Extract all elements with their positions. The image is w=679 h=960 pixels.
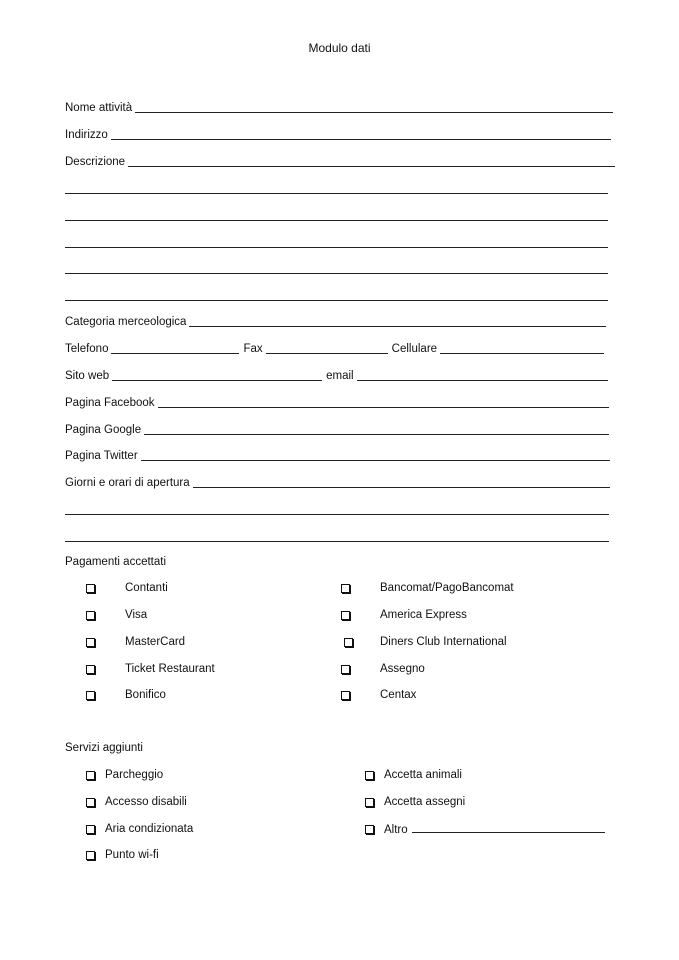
input-line-nome-attivita[interactable] bbox=[135, 101, 613, 113]
blank-line[interactable] bbox=[65, 247, 608, 248]
label-fax: Fax bbox=[243, 343, 263, 355]
option-label: MasterCard bbox=[125, 636, 186, 648]
label-indirizzo: Indirizzo bbox=[65, 129, 108, 141]
field-twitter[interactable] bbox=[65, 447, 610, 463]
option-label: Visa bbox=[125, 609, 148, 621]
field-indirizzo[interactable] bbox=[65, 126, 611, 142]
option-altro bbox=[384, 822, 605, 837]
option-label: Assegno bbox=[380, 663, 425, 675]
section-title-pagamenti: Pagamenti accettati bbox=[65, 556, 167, 568]
label-descrizione: Descrizione bbox=[65, 156, 126, 168]
label-twitter: Pagina Twitter bbox=[65, 450, 138, 462]
input-line-twitter[interactable] bbox=[141, 449, 610, 461]
label-nome-attivita: Nome attività bbox=[65, 102, 133, 114]
checkbox-icon[interactable] bbox=[86, 665, 95, 674]
label-google: Pagina Google bbox=[65, 424, 142, 436]
checkbox-icon[interactable] bbox=[86, 771, 95, 780]
input-line-facebook[interactable] bbox=[158, 396, 609, 408]
option-label: Centax bbox=[380, 689, 417, 701]
option-label: Aria condizionata bbox=[105, 823, 194, 835]
label-orari: Giorni e orari di apertura bbox=[65, 477, 190, 489]
label-facebook: Pagina Facebook bbox=[65, 397, 155, 409]
input-line-orari[interactable] bbox=[193, 476, 610, 488]
field-nome-attivita[interactable] bbox=[65, 99, 613, 115]
checkbox-icon[interactable] bbox=[86, 584, 95, 593]
option-label: Bonifico bbox=[125, 689, 166, 701]
checkbox-icon[interactable] bbox=[341, 691, 350, 700]
label-email: email bbox=[326, 370, 354, 382]
blank-line[interactable] bbox=[65, 541, 609, 542]
field-descrizione[interactable] bbox=[65, 153, 615, 169]
option-label: Diners Club International bbox=[380, 636, 507, 648]
field-google[interactable] bbox=[65, 421, 609, 437]
input-line-telefono[interactable] bbox=[111, 342, 239, 354]
input-line-fax[interactable] bbox=[266, 342, 388, 354]
blank-line[interactable] bbox=[65, 514, 609, 515]
input-line-sito-web[interactable] bbox=[112, 369, 322, 381]
checkbox-icon[interactable] bbox=[365, 825, 374, 834]
option-label: Bancomat/PagoBancomat bbox=[380, 582, 514, 594]
checkbox-icon[interactable] bbox=[86, 611, 95, 620]
option-label: Parcheggio bbox=[105, 769, 164, 781]
checkbox-icon[interactable] bbox=[86, 825, 95, 834]
input-line-cellulare[interactable] bbox=[440, 342, 604, 354]
checkbox-icon[interactable] bbox=[86, 691, 95, 700]
blank-line[interactable] bbox=[65, 300, 608, 301]
field-web-email[interactable] bbox=[65, 367, 608, 383]
field-facebook[interactable] bbox=[65, 394, 609, 410]
field-contatti[interactable] bbox=[65, 340, 604, 356]
checkbox-icon[interactable] bbox=[86, 638, 95, 647]
input-line-altro[interactable] bbox=[412, 822, 605, 833]
option-label: Accetta assegni bbox=[384, 796, 466, 808]
checkbox-icon[interactable] bbox=[365, 798, 374, 807]
input-line-categoria[interactable] bbox=[189, 315, 606, 327]
section-title-servizi: Servizi aggiunti bbox=[65, 742, 143, 754]
label-cellulare: Cellulare bbox=[391, 343, 438, 355]
option-label: Punto wi-fi bbox=[105, 849, 159, 861]
checkbox-icon[interactable] bbox=[341, 584, 350, 593]
blank-line[interactable] bbox=[65, 193, 608, 194]
checkbox-icon[interactable] bbox=[86, 851, 95, 860]
option-label: Ticket Restaurant bbox=[125, 663, 215, 675]
page-title: Modulo dati bbox=[308, 41, 371, 55]
option-label: Accetta animali bbox=[384, 769, 462, 781]
option-label: America Express bbox=[380, 609, 467, 621]
option-label: Accesso disabili bbox=[105, 796, 187, 808]
checkbox-icon[interactable] bbox=[341, 611, 350, 620]
input-line-google[interactable] bbox=[144, 423, 609, 435]
input-line-indirizzo[interactable] bbox=[111, 128, 611, 140]
option-label: Altro bbox=[384, 824, 408, 836]
blank-line[interactable] bbox=[65, 220, 608, 221]
checkbox-icon[interactable] bbox=[365, 771, 374, 780]
checkbox-icon[interactable] bbox=[86, 798, 95, 807]
label-sito-web: Sito web bbox=[65, 370, 110, 382]
field-categoria[interactable] bbox=[65, 313, 606, 329]
checkbox-icon[interactable] bbox=[341, 665, 350, 674]
input-line-email[interactable] bbox=[357, 369, 608, 381]
field-orari[interactable] bbox=[65, 474, 610, 490]
option-label: Contanti bbox=[125, 582, 168, 594]
input-line-descrizione[interactable] bbox=[128, 155, 615, 167]
checkbox-icon[interactable] bbox=[344, 638, 353, 647]
label-categoria: Categoria merceologica bbox=[65, 316, 187, 328]
label-telefono: Telefono bbox=[65, 343, 109, 355]
blank-line[interactable] bbox=[65, 273, 608, 274]
